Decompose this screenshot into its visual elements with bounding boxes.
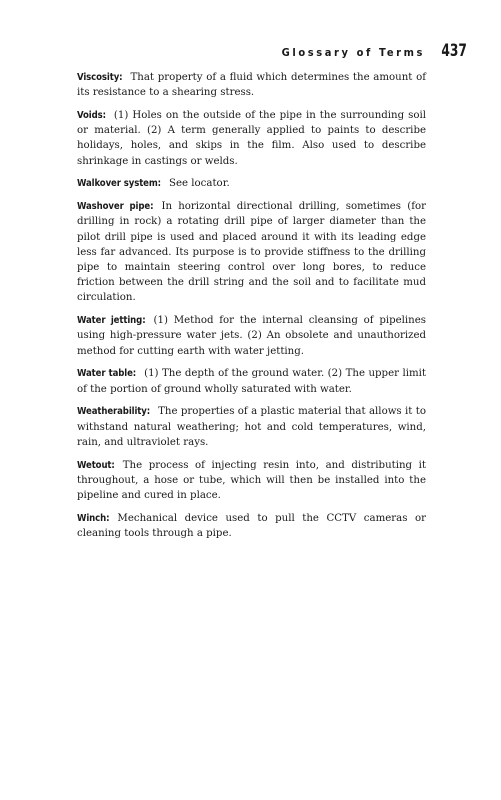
glossary-term: Viscosity: xyxy=(77,72,123,83)
glossary-definition: The process of injecting resin into, and distributing it throughout, a hose or tube, which will then be installed into the pipeline and cured in place. xyxy=(77,459,426,502)
glossary-definition: In horizontal directional drilling, sometimes (for drilling in rock) a rotating drill pipe of larger diameter than the pilot drill pipe is used and placed around it with its leading edge less far advanced. Its purpose is to provide stiffness to the drilling pipe to maintain steering control over long bores, to reduce friction between the drill string and the soil and to facilitate mud circulation. xyxy=(77,201,426,304)
glossary-entry xyxy=(77,108,426,169)
glossary-term: Water jetting: xyxy=(77,315,146,327)
running-head: Glossary of Terms xyxy=(281,46,426,59)
glossary-entry xyxy=(77,366,426,396)
glossary-definition: See locator. xyxy=(169,178,230,190)
glossary-term: Winch: xyxy=(77,512,110,524)
glossary-definition: The properties of a plastic material that allows it to withstand natural weathering; hot and cold temperatures, wind, rain, and ultraviolet rays. xyxy=(77,406,426,448)
glossary-term: Weatherability: xyxy=(77,406,151,418)
glossary-term: Walkover system: xyxy=(77,178,162,190)
glossary-term: Wetout: xyxy=(77,459,115,471)
glossary-term: Voids: xyxy=(77,110,106,121)
glossary-definition: That property of a fluid which determines the amount of its resistance to a shearing stress. xyxy=(77,72,426,99)
glossary-entry xyxy=(77,70,426,100)
glossary-definition: (1) Holes on the outside of the pipe in the surrounding soil or material. (2) A term generally applied to paints to describe holidays, holes, and skips in the film. Also used to describe shrinkage in castings or welds. xyxy=(77,110,426,167)
glossary-definition: Mechanical device used to pull the CCTV cameras or cleaning tools through a pipe. xyxy=(77,512,426,540)
page-number: 437 xyxy=(441,41,467,61)
glossary-term: Water table: xyxy=(77,368,137,380)
glossary-entry xyxy=(77,404,426,450)
glossary-definition: (1) Method for the internal cleansing of pipelines using high-pressure water jets. (2) An obsolete and unauthorized method for cutting earth with water jetting. xyxy=(77,315,426,357)
glossary-entry xyxy=(77,313,426,359)
glossary-entry xyxy=(77,176,426,191)
page-header xyxy=(282,41,467,61)
glossary-entry xyxy=(77,199,426,305)
glossary-term: Washover pipe: xyxy=(77,201,154,213)
glossary-definition: (1) The depth of the ground water. (2) The upper limit of the portion of ground wholly saturated with water. xyxy=(77,368,426,395)
glossary-entry xyxy=(77,458,426,504)
glossary-entries xyxy=(77,70,426,549)
glossary-entry xyxy=(77,511,426,541)
